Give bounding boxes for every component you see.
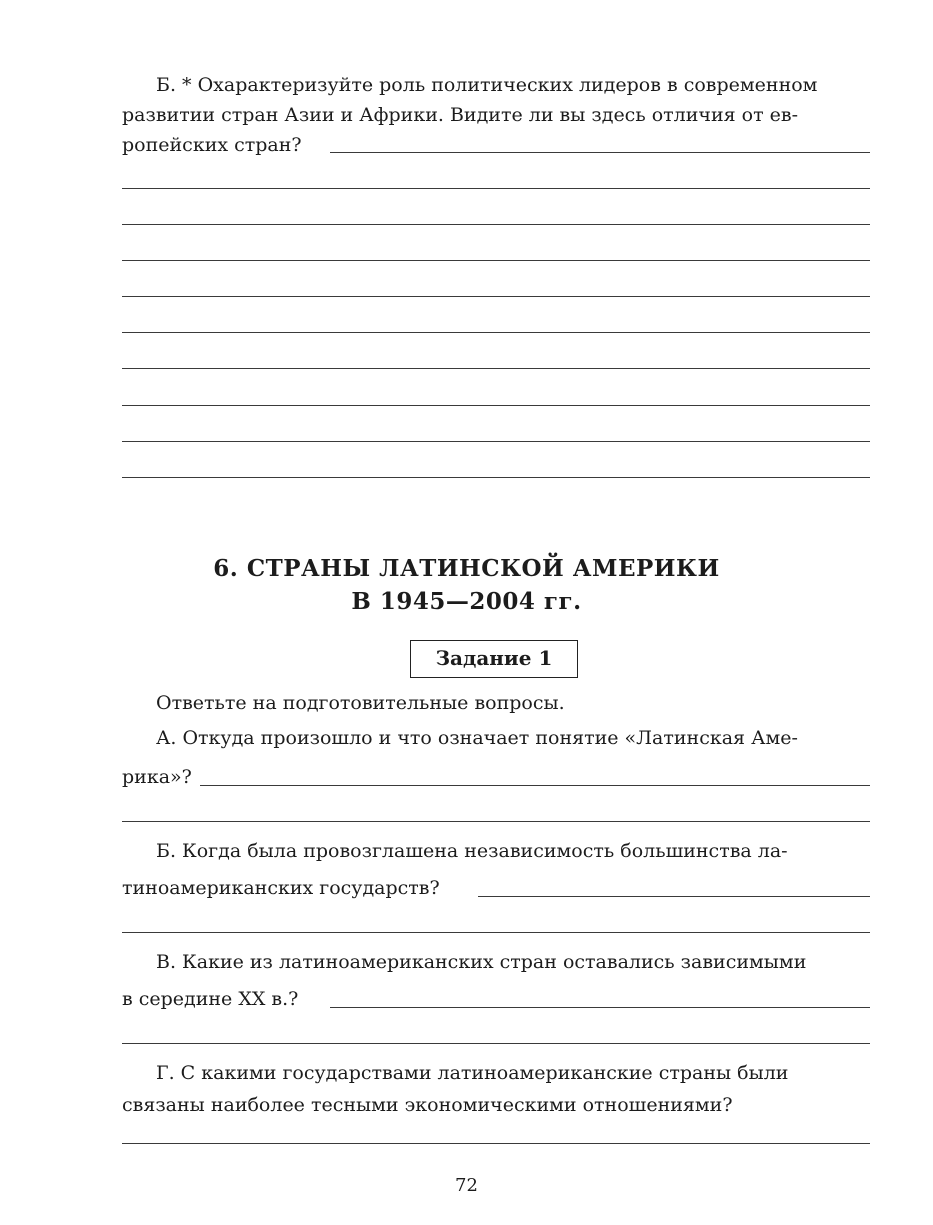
answer-line[interactable] xyxy=(122,477,870,478)
answer-line[interactable] xyxy=(122,368,870,369)
answer-line[interactable] xyxy=(122,405,870,406)
answer-line[interactable] xyxy=(122,332,870,333)
answer-line[interactable] xyxy=(122,932,870,933)
answer-line[interactable] xyxy=(122,1043,870,1044)
answer-line[interactable] xyxy=(122,821,870,822)
question-b-prev-line3: ропейских стран? xyxy=(122,134,302,156)
answer-line[interactable] xyxy=(122,441,870,442)
task-label-box: Задание 1 xyxy=(410,640,578,678)
question-g-line1: Г. С какими государствами латиноамериканские страны были xyxy=(156,1062,789,1084)
answer-line[interactable] xyxy=(122,260,870,261)
question-a-line2: рика»? xyxy=(122,766,192,788)
answer-line[interactable] xyxy=(122,296,870,297)
intro-text: Ответьте на подготовительные вопросы. xyxy=(156,692,565,714)
question-v-line2: в середине XX в.? xyxy=(122,988,299,1010)
answer-line[interactable] xyxy=(200,785,870,786)
section-title-line2: В 1945—2004 гг. xyxy=(351,588,582,615)
question-b-prev-line1: Б. * Охарактеризуйте роль политических лидеров в современном xyxy=(156,74,818,96)
answer-line[interactable] xyxy=(122,224,870,225)
question-v-line1: В. Какие из латиноамериканских стран оставались зависимыми xyxy=(156,951,807,973)
question-g-line2: связаны наиболее тесными экономическими отношениями? xyxy=(122,1094,733,1116)
section-title-line1: 6. СТРАНЫ ЛАТИНСКОЙ АМЕРИКИ xyxy=(213,555,720,582)
question-b-line1: Б. Когда была провозглашена независимость большинства ла- xyxy=(156,840,788,862)
answer-line[interactable] xyxy=(330,152,870,153)
page-number: 72 xyxy=(455,1175,478,1196)
answer-line[interactable] xyxy=(478,896,870,897)
question-b-prev-line2: развитии стран Азии и Африки. Видите ли вы здесь отличия от ев- xyxy=(122,104,798,126)
answer-line[interactable] xyxy=(122,1143,870,1144)
answer-line[interactable] xyxy=(122,188,870,189)
question-b-line2: тиноамериканских государств? xyxy=(122,877,440,899)
answer-line[interactable] xyxy=(330,1007,870,1008)
question-a-line1: А. Откуда произошло и что означает понятие «Латинская Аме- xyxy=(156,727,798,749)
